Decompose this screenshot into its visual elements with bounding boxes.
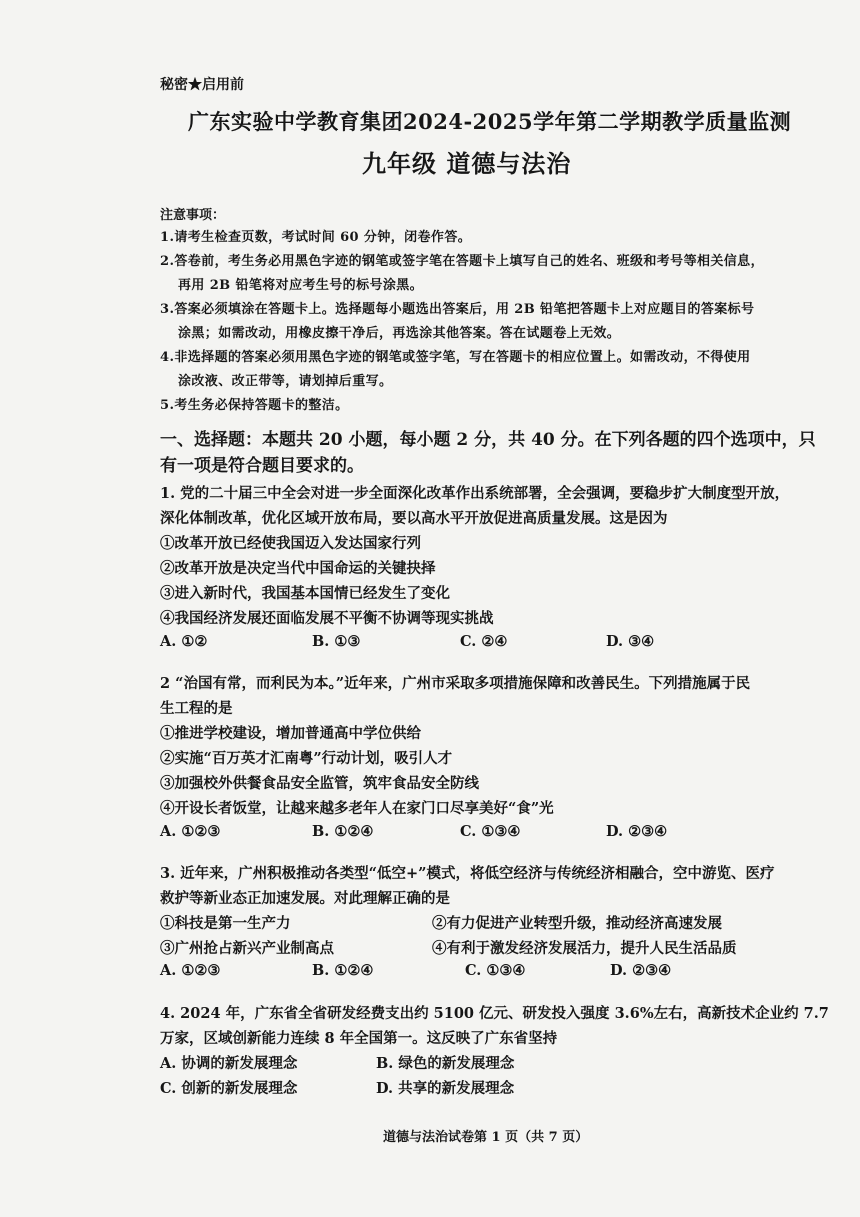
q3-item-1: ①科技是第一生产力 <box>160 915 291 932</box>
page-footer: 道德与法治试卷第 1 页（共 7 页） <box>383 1130 589 1145</box>
exam-title: 广东实验中学教育集团2024-2025学年第二学期教学质量监测 <box>188 109 792 134</box>
notice-line-6: 4.非选择题的答案必须用黑色字迹的钢笔或签字笔，写在答题卡的相应位置上。如需改动，不得使用 <box>160 350 751 365</box>
notice-line-8: 5.考生务必保持答题卡的整洁。 <box>160 398 349 413</box>
q1-stem-line-1: 1. 党的二十届三中全会对进一步全面深化改革作出系统部署，全会强调，要稳步扩大制度型开放， <box>160 485 790 502</box>
q2-option-a: A. ①②③ <box>160 823 221 840</box>
q3-item-2: ②有力促进产业转型升级，推动经济高速发展 <box>432 915 722 932</box>
section-heading-line-2: 有一项是符合题目要求的。 <box>160 456 364 476</box>
notice-line-4: 3.答案必须填涂在答题卡上。选择题每小题选出答案后，用 2B 铅笔把答题卡上对应题目的答案标号 <box>160 302 755 317</box>
notice-line-2: 2.答卷前，考生务必用黑色字迹的钢笔或签字笔在答题卡上填写自己的姓名、班级和考号等相关信息， <box>160 254 764 269</box>
q1-option-c: C. ②④ <box>460 633 508 650</box>
q2-item-4: ④开设长者饭堂，让越来越多老年人在家门口尽享美好“食”光 <box>160 800 554 817</box>
q2-item-3: ③加强校外供餐食品安全监管，筑牢食品安全防线 <box>160 775 479 792</box>
q4-option-d: D. 共享的新发展理念 <box>376 1080 515 1097</box>
q1-option-d: D. ③④ <box>606 633 655 650</box>
q2-option-c: C. ①③④ <box>460 823 521 840</box>
section-heading-line-1: 一、选择题：本题共 20 小题，每小题 2 分，共 40 分。在下列各题的四个选项中，只 <box>160 430 816 450</box>
q3-option-a: A. ①②③ <box>160 962 221 979</box>
q1-option-a: A. ①② <box>160 633 208 650</box>
q2-stem-line-1: 2 “治国有常，而利民为本。”近年来，广州市采取多项措施保障和改善民生。下列措施属于民 <box>160 675 751 692</box>
q2-item-2: ②实施“百万英才汇南粤”行动计划，吸引人才 <box>160 750 453 767</box>
q1-item-3: ③进入新时代，我国基本国情已经发生了变化 <box>160 585 450 602</box>
q3-option-b: B. ①②④ <box>312 962 374 979</box>
q3-stem-line-2: 救护等新业态正加速发展。对此理解正确的是 <box>160 890 450 907</box>
q2-stem-line-2: 生工程的是 <box>160 700 233 717</box>
notice-line-5: 涂黑；如需改动，用橡皮擦干净后，再选涂其他答案。答在试题卷上无效。 <box>178 326 621 341</box>
q4-stem-line-2: 万家，区域创新能力连续 8 年全国第一。这反映了广东省坚持 <box>160 1030 558 1047</box>
q4-stem-line-1: 4. 2024 年，广东省全省研发经费支出约 5100 亿元、研发投入强度 3.6%左右，高新技术企业约 7.7 <box>160 1005 829 1022</box>
q3-item-4: ④有利于激发经济发展活力，提升人民生活品质 <box>432 940 737 957</box>
notice-line-7: 涂改液、改正带等，请划掉后重写。 <box>178 374 393 389</box>
q1-item-1: ①改革开放已经使我国迈入发达国家行列 <box>160 535 421 552</box>
q1-stem-line-2: 深化体制改革，优化区域开放布局，要以高水平开放促进高质量发展。这是因为 <box>160 510 668 527</box>
notice-line-1: 1.请考生检查页数，考试时间 60 分钟，闭卷作答。 <box>160 230 472 245</box>
notice-heading: 注意事项： <box>160 208 226 223</box>
notice-line-3: 再用 2B 铅笔将对应考生号的标号涂黑。 <box>178 278 424 293</box>
subject-title: 九年级 道德与法治 <box>362 149 572 178</box>
q3-option-c: C. ①③④ <box>465 962 526 979</box>
q2-option-d: D. ②③④ <box>606 823 668 840</box>
q3-item-3: ③广州抢占新兴产业制高点 <box>160 940 334 957</box>
q4-option-c: C. 创新的新发展理念 <box>160 1080 298 1097</box>
q3-option-d: D. ②③④ <box>610 962 672 979</box>
q2-option-b: B. ①②④ <box>312 823 374 840</box>
q3-stem-line-1: 3. 近年来，广州积极推动各类型“低空+”模式，将低空经济与传统经济相融合，空中游览、医疗 <box>160 865 775 882</box>
q1-item-4: ④我国经济发展还面临发展不平衡不协调等现实挑战 <box>160 610 494 627</box>
q1-option-b: B. ①③ <box>312 633 361 650</box>
q1-item-2: ②改革开放是决定当代中国命运的关键抉择 <box>160 560 436 577</box>
q2-item-1: ①推进学校建设，增加普通高中学位供给 <box>160 725 421 742</box>
q4-option-b: B. 绿色的新发展理念 <box>376 1055 515 1072</box>
secret-label: 秘密★启用前 <box>160 77 244 93</box>
q4-option-a: A. 协调的新发展理念 <box>160 1055 298 1072</box>
